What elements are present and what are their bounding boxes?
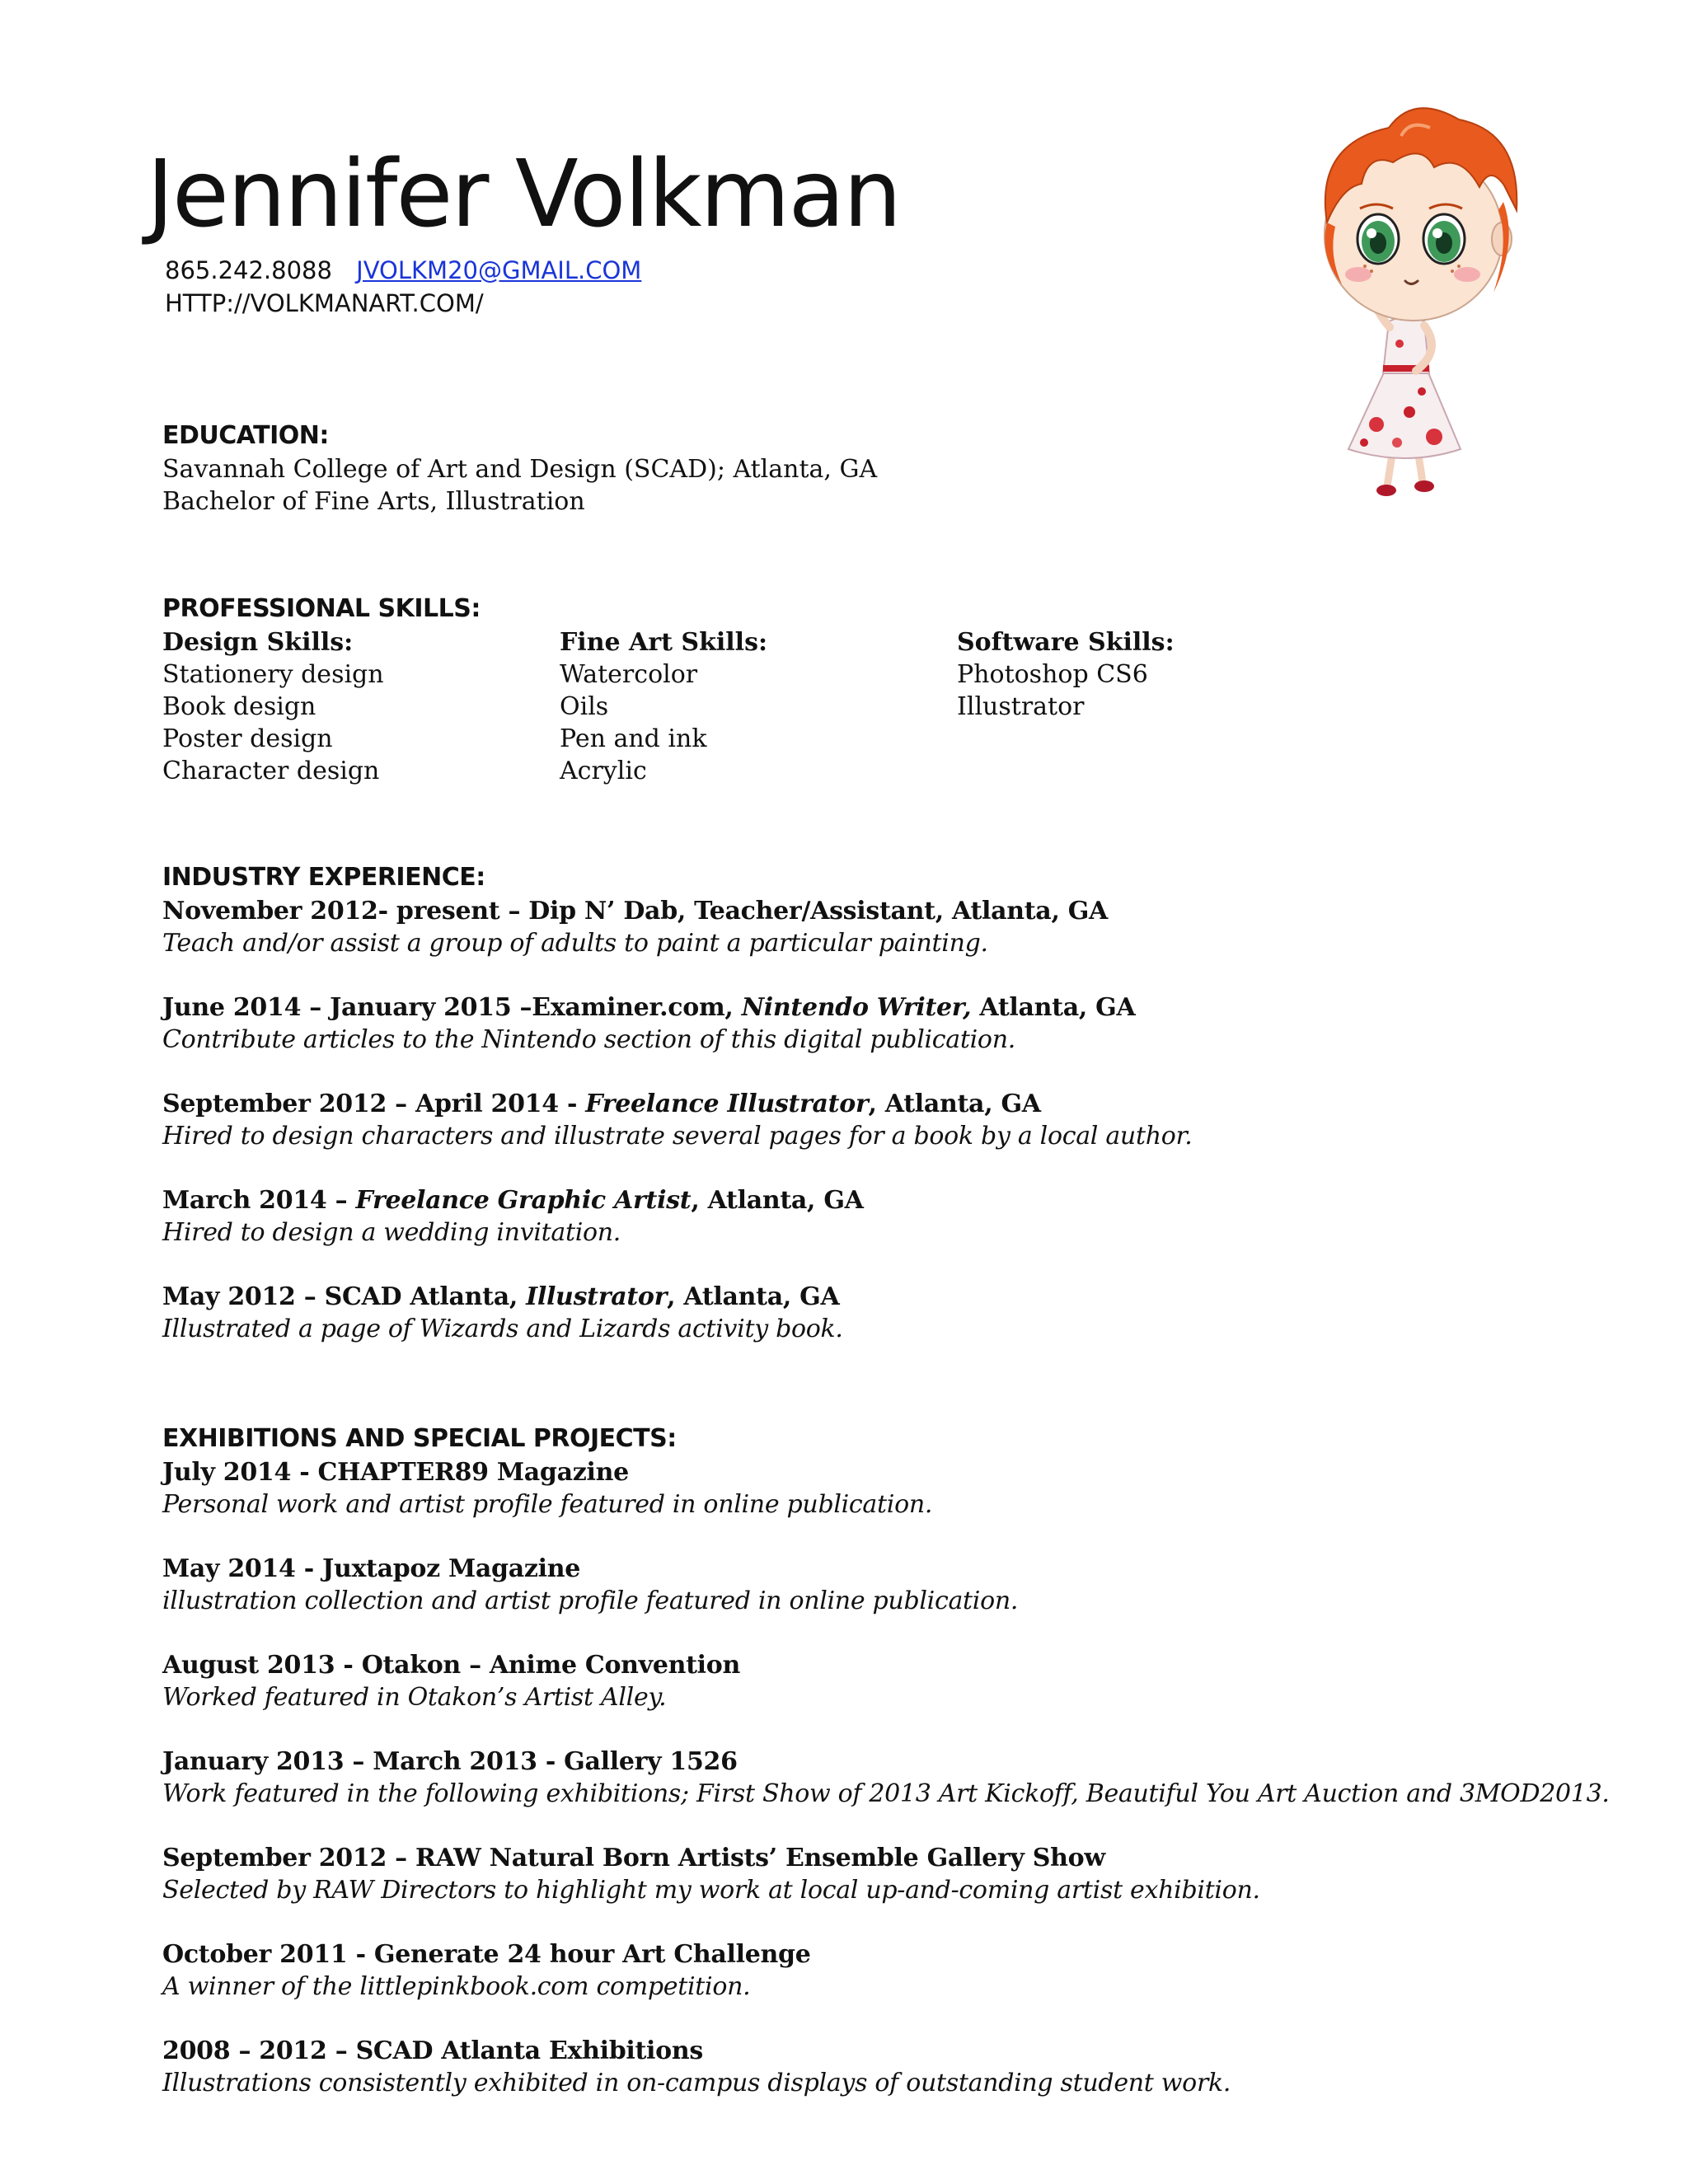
entry-title-segment: Nintendo Writer, [741, 993, 972, 1022]
entry-description: Personal work and artist profile featured in online publication. [162, 1490, 933, 1519]
education-heading: EDUCATION: [162, 421, 329, 450]
exhibition-entry [162, 1649, 1589, 1713]
phone-number: 865.242.8088 [165, 256, 332, 284]
exhibition-entry [162, 1842, 1589, 1906]
entry-title-segment: Freelance Graphic Artist [355, 1186, 692, 1215]
entry-description: Worked featured in Otakon’s Artist Alley. [162, 1683, 667, 1712]
entry-description: Illustrated a page of Wizards and Lizards activity book. [162, 1315, 843, 1343]
exhibitions-heading: EXHIBITIONS AND SPECIAL PROJECTS: [162, 1424, 677, 1453]
entry-title: July 2014 - CHAPTER89 Magazine [162, 1458, 629, 1487]
skills-column-design [162, 626, 560, 787]
contact-info [165, 254, 641, 320]
entry-description: illustration collection and artist profile featured in online publication. [162, 1586, 1019, 1615]
entry-title [162, 1281, 1589, 1313]
entry-title: September 2012 – RAW Natural Born Artists’ Ensemble Gallery Show [162, 1844, 1105, 1872]
skills-column-title: Fine Art Skills: [560, 628, 768, 657]
exhibition-entry [162, 1553, 1589, 1617]
entry-description: Illustrations consistently exhibited in on-campus displays of outstanding student work. [162, 2069, 1231, 2097]
skills-column-fine-art [560, 626, 957, 787]
entry-title-segment: September 2012 – April 2014 - [162, 1090, 586, 1118]
entry-title-segment: Atlanta, GA [971, 993, 1136, 1022]
skills-section [162, 592, 1589, 787]
entry-title: January 2013 – March 2013 - Gallery 1526 [162, 1747, 738, 1776]
entry-description: Hired to design characters and illustrate several pages for a book by a local author. [162, 1122, 1193, 1151]
entry-title-segment: , Atlanta, GA [667, 1282, 840, 1311]
entry-title: 2008 – 2012 – SCAD Atlanta Exhibitions [162, 2036, 703, 2065]
skill-item: Watercolor [560, 660, 698, 689]
entry-description: A winner of the littlepinkbook.com competition. [162, 1972, 751, 2001]
skill-item: Acrylic [560, 757, 647, 785]
exhibition-entry [162, 1938, 1589, 2003]
education-school: Savannah College of Art and Design (SCAD); Atlanta, GA [162, 455, 878, 484]
skills-column-title: Design Skills: [162, 628, 354, 657]
skill-item: Photoshop CS6 [957, 660, 1148, 689]
entry-description: Teach and/or assist a group of adults to paint a particular painting. [162, 929, 988, 958]
entry-title-segment: Freelance Illustrator [585, 1090, 869, 1118]
entry-title-segment: June 2014 – January 2015 –Examiner.com, [162, 993, 742, 1022]
skill-item: Illustrator [957, 692, 1085, 721]
experience-entry [162, 1088, 1589, 1152]
entry-title-segment: November 2012- present – Dip N’ Dab, Teacher/Assistant, Atlanta, GA [162, 897, 1109, 926]
entry-description: Contribute articles to the Nintendo section of this digital publication. [162, 1025, 1015, 1054]
experience-entry [162, 1281, 1589, 1345]
skill-item: Stationery design [162, 660, 384, 689]
education-degree: Bachelor of Fine Arts, Illustration [162, 487, 585, 516]
entry-title: May 2014 - Juxtapoz Magazine [162, 1554, 581, 1583]
exhibitions-section [162, 1422, 1610, 2131]
experience-entry [162, 991, 1589, 1056]
website-url: HTTP://VOLKMANART.COM/ [165, 289, 484, 317]
exhibition-entry [162, 1746, 1610, 1810]
skills-columns [162, 626, 1589, 787]
skill-item: Book design [162, 692, 316, 721]
entry-title-segment: May 2012 – SCAD Atlanta, [162, 1282, 527, 1311]
experience-section [162, 860, 1589, 1377]
entry-title [162, 1088, 1589, 1120]
entry-title: October 2011 - Generate 24 hour Art Challenge [162, 1940, 811, 1969]
skills-column-title: Software Skills: [957, 628, 1175, 657]
entry-title [162, 1184, 1589, 1216]
entry-title: August 2013 - Otakon – Anime Convention [162, 1651, 740, 1680]
entry-title [162, 991, 1589, 1024]
entry-description: Work featured in the following exhibitions; First Show of 2013 Art Kickoff, Beautiful You Art Auction and 3MOD2013. [162, 1779, 1610, 1808]
experience-list [162, 895, 1589, 1345]
experience-entry [162, 895, 1589, 959]
skills-column-software [957, 626, 1354, 787]
skills-heading: PROFESSIONAL SKILLS: [162, 594, 481, 623]
email-link[interactable]: JVOLKM20@GMAIL.COM [356, 256, 642, 284]
entry-title-segment: , Atlanta, GA [868, 1090, 1041, 1118]
education-section [162, 419, 1589, 518]
skill-item: Oils [560, 692, 609, 721]
exhibitions-list [162, 1456, 1610, 2099]
experience-heading: INDUSTRY EXPERIENCE: [162, 863, 485, 892]
experience-entry [162, 1184, 1589, 1249]
exhibition-entry [162, 2035, 1589, 2099]
skill-item: Poster design [162, 724, 333, 753]
entry-description: Hired to design a wedding invitation. [162, 1218, 621, 1247]
skill-item: Character design [162, 757, 380, 785]
entry-title-segment: , Atlanta, GA [691, 1186, 864, 1215]
resume-name: Jennifer Volkman [147, 141, 901, 248]
entry-title-segment: March 2014 – [162, 1186, 356, 1215]
entry-title-segment: Illustrator [526, 1282, 668, 1311]
entry-description: Selected by RAW Directors to highlight my work at local up-and-coming artist exhibition. [162, 1876, 1260, 1905]
entry-title [162, 895, 1589, 927]
skill-item: Pen and ink [560, 724, 707, 753]
exhibition-entry [162, 1456, 1589, 1521]
